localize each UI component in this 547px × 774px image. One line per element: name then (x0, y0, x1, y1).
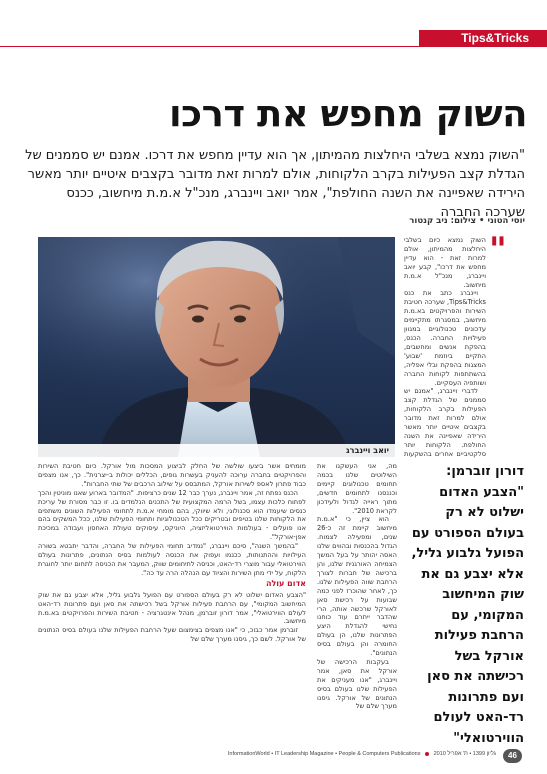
page-number: 46 (503, 749, 522, 763)
paragraph: ויינברג כתב את כנס Tips&Tricks, שערכה חטיבת השירות והפרויקטים בא.מ.ת מיחשוב, במסגרתו מתקיימים עדכונים טכנולוגיים במגוון פעילויות החברה. הכנס, בהפקת אנשים ומחשבים, התקיים ביוזמת 'שבוע' המצגות בהפקת ובלי אפליה, בהשתתפות לקוחות החברה ושותפיה העסקיים. (404, 289, 486, 387)
section-tag: Tips&Tricks (461, 31, 529, 45)
footer-issue-date: גליון 1399 • ת' אפריל 2010 (433, 751, 496, 757)
body-column-c (38, 462, 306, 737)
paragraph: מומחים אשר ביצעו שולשה של החלק לביצוע המסכות מול אורקל. כיום חטיבת השירות והפרויקטים בחברה ערוכה להעניק בעשרות גופים, הכללים יכולות ב-יצרנית". כך, אנו מצפים כבוד פתרון לאספ לשירות אורקל, המתבסס על שילוב הרכבים של שתי החברות". (38, 462, 306, 488)
paragraph: "הצבע האדום ישלוט לא רק בעולם הספורט עם הפועל גלבוע גליל, אלא יצבע גם את שוק המיחשוב המקומי", עם הרחבת פעילות אורקל בשל רכישתה את סאן ועם פתרונות רד-האט לעולם הווירטואלי", אמר דורון זוברמן, מנהל אינטגרציה - חטיבת השירות והפרויקטים בא.מ.ת מיחשוב. (38, 590, 306, 626)
photo-caption: יואב ויינברג (38, 444, 395, 457)
sub-heading: אדום עולה (265, 578, 306, 588)
paragraph: "בהמשך השנה", סיכם ויינברג, "נמדיב תחומי הפעילות של החברה, והדבר יתבטא בשורה העילויות וההתנותות, ככנמו ועפוק את הכנסה לעולמות בסיס הנתונים, פתרונות בעולם הווירטואלי עבור מוצרי רד-האט, וכניסה לתיחומים שווק, המעבר את הכניסה לתחום יותר לחוגרת הלקוח, על ידי מתן השירות והציוד עם הנהלה הרה עד כה". (38, 542, 306, 577)
pull-quote: דורון זוברמן: "הצבע האדום ישלוט לא רק בעולם הספורט עם הפועל גלבוע גליל, אלא יצבע גם את שוק המיחשוב המקומי, עם הרחבת פעילות אורקל בשל רכישתה את סאן ועם פתרונות רד-האט לעולם הווירטואלי" (411, 464, 524, 746)
article-byline: יוסי הטוני • צילום: ניב קנטור (409, 216, 525, 226)
footer-publications: InformationWorld • IT Leadership Magazine • People & Computers Publications (227, 751, 421, 757)
body-column-a (404, 236, 486, 458)
body-column-b (317, 462, 397, 737)
header-rule (0, 46, 547, 47)
footer-line (196, 751, 496, 757)
portrait-photo (38, 237, 395, 457)
paragraph: הכנס נפתח זה, אמר ויינברג, נערך כבר 12 שנים כרציפות. "המדובר בארוע שאנו מוניטין והכך לפתוח כלכות עצמו, בשל הרמה המקצועית של התכנים הנלמדים בו. זו כבר מסורת של עריכת כנסים שיעמדו הוא סכנולוגי, ולא שיווקי, בהם מומחי א.מ.ת לתחומי הפעילות השונים משתפים את הלקוחות שלנו בטיפים ובטריקים ככל הטכנולוגיות ותחומי הפעילות שלנו, ככל המשקים בהם אנו פועלים - בעולמות הווירטואליזציה, היוניקס, עיסוקים טעולת האחסון ועבודה במכיכת אפן-אורקל". (38, 488, 306, 542)
page-footer (0, 748, 547, 764)
article-headline: השוק מחפש את דרכו (168, 92, 527, 135)
paragraph: מה, אני העשקנו את השילוטים שלנו בכמה תחומים טכנולוגים קיימים וכננסנו לתחומים חדשים, מתוך ראייה לגדול ולעידכון לקראת 2010". (317, 462, 397, 515)
paragraph: השוק נמצא כיום בשלבי היחלצות מהמיתון, אולם למרות זאת - הוא עדיין מחפש את דרכו", קבע יואב ויינברג, מנכ"ל א.מ.ת מיחשוב. (404, 236, 486, 289)
paragraph: בעקבות הרכישה של אורקל את סאן, אמר ויינברג, "אנו מעניקים את הפעילות שלנו בעולם בסיס הנתונים של אורקל. גיסנו מערך שלם של (317, 657, 397, 711)
paragraph: זוברמן אמר כבוכ, כי "אנו מצפים בצימצום שעל הרחבת הפעילות שלנו בעולם בסיס הנתונים של אורקל. לשם כך, גיסנו מערך שלם של (38, 626, 306, 644)
footer-bullet-icon (425, 752, 429, 756)
paragraph: הוא ציין, כי "א.מ.ת מיחשוב קיימת זה כ-26 שנים, ומפעילה לצמוח. הגדול בהכנסות ובהווים שלנו האסה יהותר על בעל המשך הצמיחה האורגנית שלנו, והן ברכישה של חברות לצורך הרחבת שווה הפעילות שלנו. כך, לאחר שהוכרז לפני כמה שבועות על רכישת סאן לאורקל שרכשה אותה, הרי שהדבר ייתרם עוד כוחנו נחישי להגדלת היצע הפתרונות שלנו, הן בעולם החומרה והן בעולם בסיס הנתונים". (317, 515, 397, 658)
section-header-bar (0, 25, 547, 53)
quote-mark: " (489, 230, 507, 270)
article-deck: "השוק נמצא בשלבי היחלצות מהמיתון, אך הוא עדיין מחפש את דרכו. אמנם יש סממנים של הגדלת קצב הפעילות בקרב הלקוחות, אולם למרות זאת מדובר בקצבים איטיים יותר מאשר הירידה שאפיינה את השנה החולפת", אמר יואב ויינברג, מנכ"ל א.מ.ת מיחשוב, ככנס שערכה החברה (25, 148, 525, 220)
portrait-illustration (38, 237, 395, 457)
paragraph: לדברי ויינברג, "אמנם יש סממנים של הגדלת קצב הפעילות בקרב הלקוחות, אולם למרות זאת מדובר בקצבים איטיים יותר מאשר הירידה שאפיינה את השנה החולפת. הלקוחות יותר סלקטיביים אחרים בהשקעות (404, 387, 486, 458)
